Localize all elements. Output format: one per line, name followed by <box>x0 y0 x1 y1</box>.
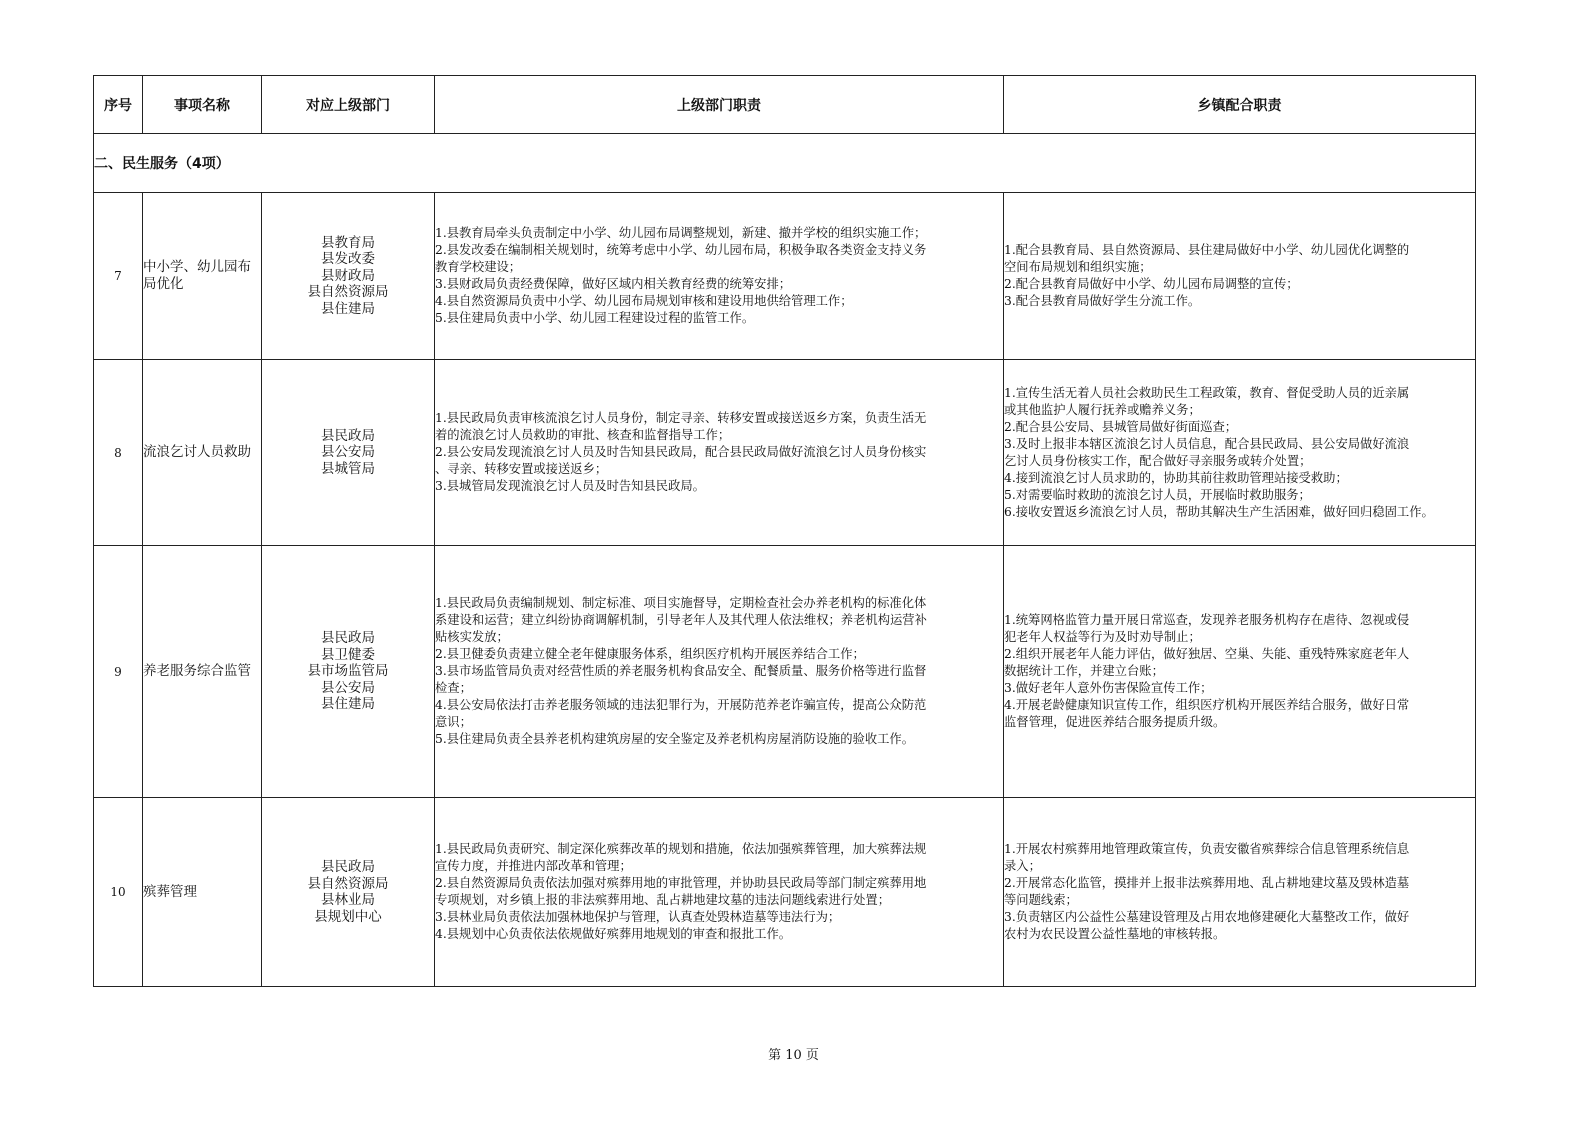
row-number: 10 <box>94 798 143 987</box>
duty-line: 5.对需要临时救助的流浪乞讨人员，开展临时救助服务； <box>1004 487 1311 502</box>
duty-table <box>93 75 1476 987</box>
duty-line: 1.县民政局负责研究、制定深化殡葬改革的规划和措施，依法加强殡葬管理，加大殡葬法规 <box>435 842 927 856</box>
duty-line: 录入； <box>1004 859 1041 873</box>
department-name: 县林业局 <box>321 892 375 908</box>
table-row <box>94 546 1476 798</box>
header-upper-department: 对应上级部门 <box>262 76 435 134</box>
town-duties-text <box>1004 193 1476 360</box>
duty-line: 3.县城管局发现流浪乞讨人员及时告知县民政局。 <box>435 479 705 493</box>
duty-line: 2.县卫健委负责建立健全老年健康服务体系，组织医疗机构开展医养结合工作； <box>435 647 865 661</box>
duty-line: 3.及时上报非本辖区流浪乞讨人员信息，配合县民政局、县公安局做好流浪 <box>1004 436 1410 451</box>
department-name: 县自然资源局 <box>307 284 389 301</box>
section-row <box>94 134 1476 193</box>
duty-line: 教育学校建设； <box>435 260 522 274</box>
upper-duties-text <box>435 546 1004 798</box>
department-list <box>262 193 435 360</box>
department-name: 县住建局 <box>321 300 375 317</box>
duty-line: 空间布局规划和组织实施； <box>1004 260 1152 274</box>
duty-line: 3.县市场监管局负责对经营性质的养老服务机构食品安全、配餐质量、服务价格等进行监督 <box>435 664 927 678</box>
row-number: 9 <box>94 546 143 798</box>
duty-line: 2.组织开展老年人能力评估，做好独居、空巢、失能、重残特殊家庭老年人 <box>1004 647 1410 661</box>
duty-line: 数据统计工作，并建立台账； <box>1004 664 1164 678</box>
duty-line: 3.做好老年人意外伤害保险宣传工作； <box>1004 681 1213 695</box>
duty-line: 1.宣传生活无着人员社会救助民生工程政策，教育、督促受助人员的近亲属 <box>1004 385 1410 400</box>
department-name: 县发改委 <box>321 251 375 268</box>
duty-line: 2.配合县教育局做好中小学、幼儿园布局调整的宣传； <box>1004 277 1299 291</box>
duty-line: 系建设和运营；建立纠纷协商调解机制，引导老年人及其代理人依法维权；养老机构运营补 <box>435 613 927 627</box>
duty-line: 4.县规划中心负责依法依规做好殡葬用地规划的审查和报批工作。 <box>435 927 792 941</box>
department-name: 县民政局 <box>321 630 375 647</box>
header-town-duties: 乡镇配合职责 <box>1004 76 1476 134</box>
department-name: 县教育局 <box>321 234 375 251</box>
town-duties-text <box>1004 546 1476 798</box>
duty-line: 1.统筹网格监管力量开展日常巡查，发现养老服务机构存在虐待、忽视或侵 <box>1004 613 1410 627</box>
department-list <box>262 546 435 798</box>
duty-line: 3.配合县教育局做好学生分流工作。 <box>1004 294 1201 308</box>
duty-line: 或其他监护人履行抚养或赡养义务； <box>1004 402 1201 417</box>
row-number: 7 <box>94 193 143 360</box>
duty-line: 监督管理，促进医养结合服务提质升级。 <box>1004 715 1226 729</box>
duty-line: 6.接收安置返乡流浪乞讨人员，帮助其解决生产生活困难，做好回归稳固工作。 <box>1004 504 1434 519</box>
department-name: 县公安局 <box>321 679 375 696</box>
duty-line: 3.县财政局负责经费保障，做好区域内相关教育经费的统筹安排； <box>435 277 792 291</box>
table-row <box>94 360 1476 546</box>
header-number: 序号 <box>94 76 143 134</box>
duty-line: 着的流浪乞讨人员救助的审批、核查和监督指导工作； <box>435 428 731 442</box>
duty-line: 2.配合县公安局、县城管局做好街面巡查； <box>1004 419 1238 434</box>
department-name: 县民政局 <box>321 427 375 444</box>
duty-line: 宣传力度，并推进内部改革和管理； <box>435 859 632 873</box>
duty-line: 等问题线索； <box>1004 893 1078 907</box>
duty-line: 3.负责辖区内公益性公墓建设管理及占用农地修建硬化大墓整改工作，做好 <box>1004 910 1410 924</box>
duty-line: 1.县教育局牵头负责制定中小学、幼儿园布局调整规划，新建、撤并学校的组织实施工作； <box>435 226 927 240</box>
duty-line: 4.县自然资源局负责中小学、幼儿园布局规划审核和建设用地供给管理工作； <box>435 294 853 308</box>
table-row <box>94 798 1476 987</box>
department-list <box>262 798 435 987</box>
duty-line: 1.配合县教育局、县自然资源局、县住建局做好中小学、幼儿园优化调整的 <box>1004 243 1410 257</box>
duty-line: 5.县住建局负责全县养老机构建筑房屋的安全鉴定及养老机构房屋消防设施的验收工作。 <box>435 732 915 746</box>
duty-line: 4.开展老龄健康知识宣传工作，组织医疗机构开展医养结合服务，做好日常 <box>1004 698 1410 712</box>
department-name: 县城管局 <box>321 460 375 477</box>
row-number: 8 <box>94 360 143 546</box>
duty-line: 贴核实发放； <box>435 630 509 644</box>
duty-line: 2.县发改委在编制相关规划时，统筹考虑中小学、幼儿园布局，积极争取各类资金支持义务 <box>435 243 927 257</box>
duty-line: 3.县林业局负责依法加强林地保护与管理，认真查处毁林造墓等违法行为； <box>435 910 841 924</box>
town-duties-text <box>1004 360 1476 546</box>
duty-line: 2.县自然资源局负责依法加强对殡葬用地的审批管理，并协助县民政局等部门制定殡葬用地 <box>435 876 927 890</box>
upper-duties-text <box>435 360 1004 546</box>
duty-line: 4.接到流浪乞讨人员求助的，协助其前往救助管理站接受救助； <box>1004 470 1348 485</box>
department-list <box>262 360 435 546</box>
department-name: 县财政局 <box>321 267 375 284</box>
duty-line: 犯老年人权益等行为及时劝导制止； <box>1004 630 1201 644</box>
duty-line: 1.县民政局负责审核流浪乞讨人员身份，制定寻亲、转移安置或接送返乡方案，负责生活无 <box>435 411 927 425</box>
item-name: 中小学、幼儿园布局优化 <box>143 193 262 360</box>
duty-line: 乞讨人员身份核实工作，配合做好寻亲服务或转介处置； <box>1004 453 1312 468</box>
item-name: 养老服务综合监管 <box>143 546 262 798</box>
header-upper-duties: 上级部门职责 <box>435 76 1004 134</box>
department-name: 县民政局 <box>321 859 375 875</box>
item-name: 流浪乞讨人员救助 <box>143 360 262 546</box>
department-name: 县市场监管局 <box>307 663 389 680</box>
duty-line: 1.县民政局负责编制规划、制定标准、项目实施督导，定期检查社会办养老机构的标准化体 <box>435 596 927 610</box>
duty-line: 1.开展农村殡葬用地管理政策宣传，负责安徽省殡葬综合信息管理系统信息 <box>1004 842 1410 856</box>
item-name: 殡葬管理 <box>143 798 262 987</box>
department-name: 县住建局 <box>321 696 375 713</box>
duty-line: 专项规划，对乡镇上报的非法殡葬用地、乱占耕地建坟墓的违法问题线索进行处置； <box>435 893 890 907</box>
header-row <box>94 76 1476 134</box>
table-row <box>94 193 1476 360</box>
upper-duties-text <box>435 798 1004 987</box>
department-name: 县公安局 <box>321 444 375 461</box>
duty-line: 农村为农民设置公益性墓地的审核转报。 <box>1004 927 1226 941</box>
duty-line: 、寻亲、转移安置或接送返乡； <box>435 462 608 476</box>
duty-line: 2.开展常态化监管，摸排并上报非法殡葬用地、乱占耕地建坟墓及毁林造墓 <box>1004 876 1410 890</box>
header-item-name: 事项名称 <box>143 76 262 134</box>
duty-line: 4.县公安局依法打击养老服务领域的违法犯罪行为，开展防范养老诈骗宣传，提高公众防范 <box>435 698 927 712</box>
duty-line: 意识； <box>435 715 472 729</box>
department-name: 县自然资源局 <box>307 875 389 892</box>
town-duties-text <box>1004 798 1476 987</box>
duty-line: 5.县住建局负责中小学、幼儿园工程建设过程的监管工作。 <box>435 311 755 325</box>
duty-line: 检查； <box>435 681 472 695</box>
department-name: 县卫健委 <box>321 646 375 663</box>
upper-duties-text <box>435 193 1004 360</box>
duty-line: 2.县公安局发现流浪乞讨人员及时告知县民政局，配合县民政局做好流浪乞讨人员身份核实 <box>435 445 927 459</box>
department-name: 县规划中心 <box>314 908 382 925</box>
page-number: 第 10 页 <box>768 1048 819 1063</box>
section-title: 二、民生服务（4项） <box>94 134 1476 193</box>
